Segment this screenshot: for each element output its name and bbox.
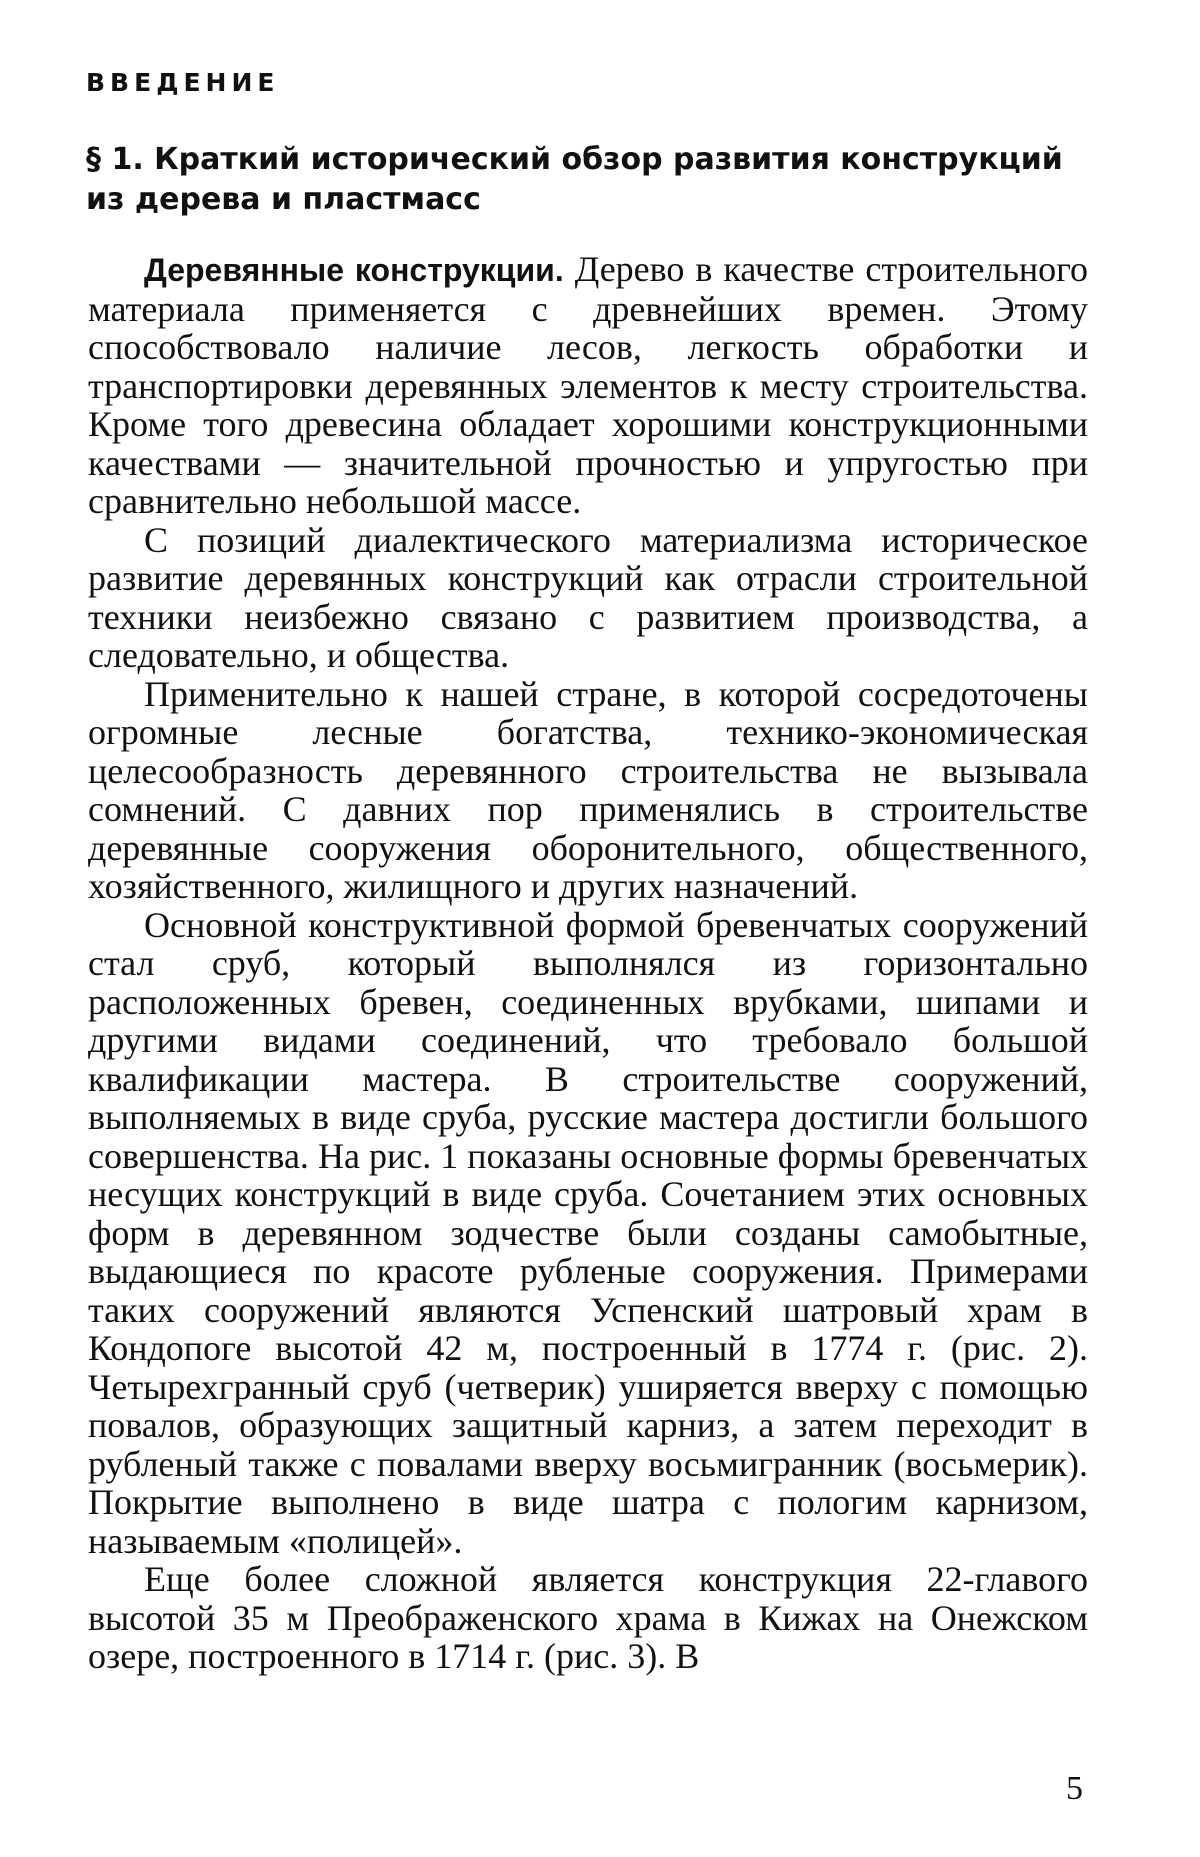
paragraph-3: Применительно к нашей стране, в которой сосредоточены огромные лесные богатства, технико-экономическая целесообразность деревянного строительства не вызывала сомнений. С давних пор применялись в строительстве деревянные сооружения оборонительного, общественного, хозяйственного, жилищного и других назначений.	[88, 673, 1088, 906]
paragraph-text: Дерево в качестве строительного материала применяется с древнейших времен. Этому способствовало наличие лесов, легкость обработки и транспортировки деревянных элементов к месту строительства. Кроме того древесина обладает хорошими конструкционными качествами — значительной прочностью и упругостью при сравнительно небольшой массе.	[88, 249, 1088, 521]
page-number: 5	[1066, 1770, 1083, 1807]
section-label: ВВЕДЕНИЕ	[86, 68, 280, 97]
paragraph-5: Еще более сложной является конструкция 22-главого высотой 35 м Преображенского храма в Кижах на Онежском озере, построенного в 1714 г. (рис. 3). В	[88, 1559, 1088, 1676]
run-in-heading: Деревянные конструкции.	[144, 252, 564, 288]
section-heading: § 1. Краткий исторический обзор развития конструкций из дерева и пластмасс	[86, 142, 1063, 217]
paragraph-1	[88, 250, 1088, 521]
body-text	[88, 250, 1088, 1676]
paragraph-2: С позиций диалектического материализма историческое развитие деревянных конструкций как отрасли строительной техники неизбежно связано с развитием производства, а следовательно, и общества.	[88, 519, 1088, 675]
paragraph-4: Основной конструктивной формой бревенчатых сооружений стал сруб, который выполнялся из горизонтально расположенных бревен, соединенных врубками, шипами и другими видами соединений, что требовало большой квалификации мастера. В строительстве сооружений, выполняемых в виде сруба, русские мастера достигли большого совершенства. На рис. 1 показаны основные формы бревенчатых несущих конструкций в виде сруба. Сочетанием этих основных форм в деревянном зодчестве были созданы самобытные, выдающиеся по красоте рубленые сооружения. Примерами таких сооружений являются Успенский шатровый храм в Кондопоге высотой 42 м, построенный в 1774 г. (рис. 2). Четырехгранный сруб (четверик) уширяется вверху с помощью повалов, образующих защитный карниз, а затем переходит в рубленый также с повалами вверху восьмигранник (восьмерик). Покрытие выполнено в виде шатра с пологим карнизом, называемым «полицей».	[88, 904, 1088, 1561]
